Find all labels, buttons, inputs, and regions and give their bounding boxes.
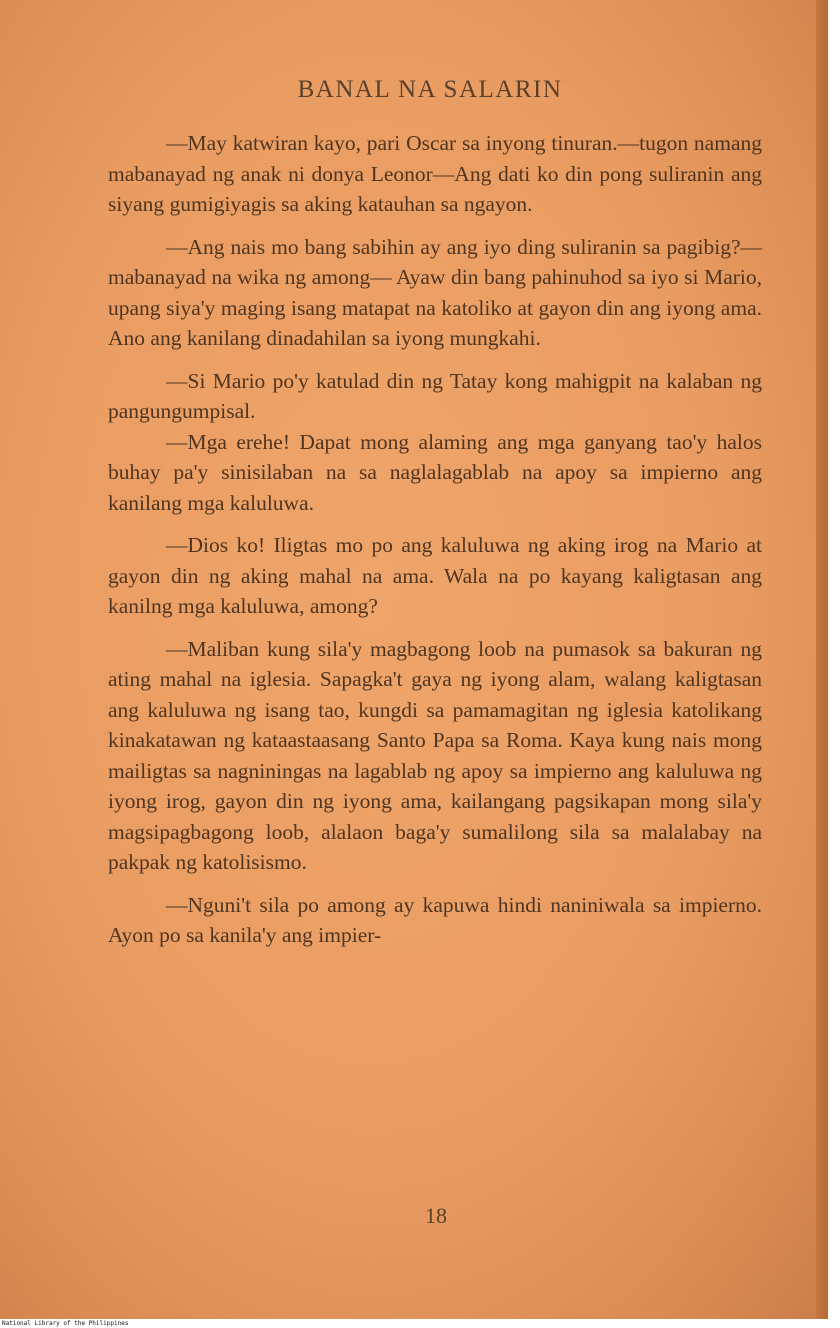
paragraph-5: —Dios ko! Iligtas mo po ang kaluluwa ng aking irog na Mario at gayon din ng aking mahal na ama. Wala na po kayang kaligtasan ang kanilng mga kaluluwa, among? [108,533,762,618]
page-edge [816,0,828,1319]
paragraph-3: —Si Mario po'y katulad din ng Tatay kong mahigpit na kalaban ng pangungumpisal. [108,368,762,423]
running-header: BANAL NA SALARIN [297,76,563,103]
paragraph-1: —May katwiran kayo, pari Oscar sa inyong tinuran.—tugon namang mabanayad ng anak ni donya Leonor—Ang dati ko din pong suliranin ang siyang gumigiyagis sa aking katauhan sa ngayon. [108,131,762,216]
paragraph-4: —Mga erehe! Dapat mong alaming ang mga ganyang tao'y halos buhay pa'y sinisilaban na sa naglalagablab na apoy sa impierno ang kanilang mga kaluluwa. [108,429,762,515]
paragraph-6: —Maliban kung sila'y magbagong loob na pumasok sa bakuran ng ating mahal na iglesia. Sapagka't gaya ng iyong alam, walang kaligtasan ang kaluluwa ng isang tao, kungdi sa pamamagitan ng iglesia katolikang kinakatawan ng kataastaasang Santo Papa sa Roma. Kaya kung nais mong mailigtas sa nagniningas na lagablab ng apoy sa impierno ang kaluluwa ng iyong irog, gayon din ng iyong ama, kailangang pagsikapan mong sila'y magsipagbagong loob, alalaon baga'y sumalilong sila sa malalabay na pakpak ng katolisismo. [108,636,762,874]
body-text [108,128,762,951]
paragraph-2: —Ang nais mo bang sabihin ay ang iyo ding suliranin sa pagibig?—mabanayad na wika ng among— Ayaw din bang pahinuhod sa iyo si Mario, upang siya'y maging isang matapat na katoliko at gayon din ang iyong ama. Ano ang kanilang dinadahilan sa iyong mungkahi. [108,234,762,350]
paragraph-7: —Nguni't sila po among ay kapuwa hindi naniniwala sa impierno. Ayon po sa kanila'y ang impier- [108,892,762,947]
page-number: 18 [425,1203,447,1228]
library-credit: National Library of the Philippines [2,1320,129,1327]
